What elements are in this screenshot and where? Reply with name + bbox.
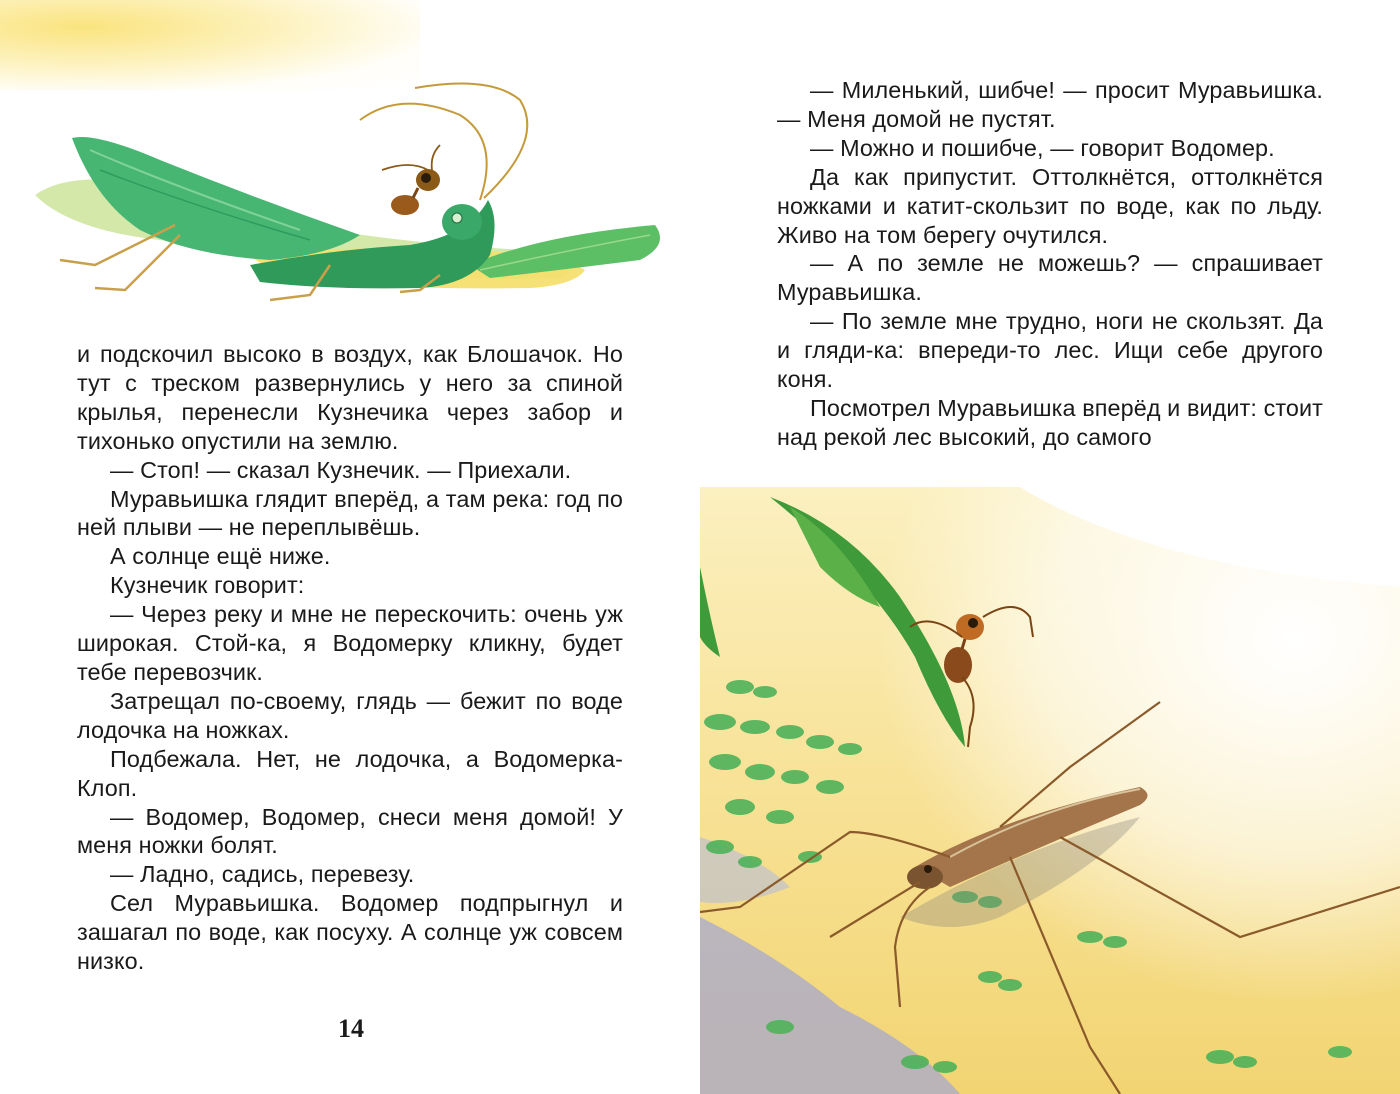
paragraph: Муравьишка глядит вперёд, а там река: год по ней плыви — не переплывёшь. [77, 485, 623, 541]
paragraph: — Через реку и мне не перескочить: очень уж широкая. Стой-ка, я Водомерку кликну, будет тебе перевозчик. [77, 601, 623, 685]
grasshopper-illustration [0, 20, 700, 320]
paragraph: — Можно и пошибче, — говорит Водомер. [810, 134, 1275, 161]
paragraph: — Миленький, шибче! — просит Муравьишка. — Меня домой не пустят. [777, 77, 1323, 132]
paragraph: — Ладно, садись, перевезу. [110, 861, 415, 888]
paragraph: — По земле мне трудно, ноги не скользят. Да и гляди-ка: впереди-то лес. Ищи себе другого коня. [777, 308, 1323, 393]
paragraph: — Водомер, Водомер, снеси меня домой! У меня ножки болят. [77, 803, 623, 859]
right-page [700, 0, 1400, 1094]
page-number: 14 [338, 1014, 364, 1043]
paragraph: — А по земле не можешь? — спрашивает Муравьишка. [777, 250, 1323, 306]
paragraph: Посмотрел Муравьишка вперёд и видит: стоит над рекой лес высокий, до самого [777, 394, 1323, 450]
paragraph: Затрещал по-своему, глядь — бежит по воде лодочка на ножках. [77, 687, 623, 743]
left-page-text [77, 340, 623, 976]
paragraph: Подбежала. Нет, не лодочка, а Водомерка-Клоп. [77, 745, 623, 801]
paragraph: Кузнечик говорит: [110, 572, 305, 599]
paragraph: — Стоп! — сказал Кузнечик. — Приехали. [110, 456, 572, 483]
paragraph: А солнце ещё ниже. [110, 543, 331, 570]
right-page-text [777, 76, 1323, 452]
paragraph: Сел Муравьишка. Водомер подпрыгнул и зашагал по воде, как посуху. А солнце уж совсем низко. [77, 890, 623, 975]
paragraph: Да как припустит. Оттолкнётся, оттолкнётся ножками и катит-скользит по воде, как по льду. Живо на том берегу очутился. [777, 163, 1323, 248]
paragraph: и подскочил высоко в воздух, как Блошачок. Но тут с треском развернулись у него за спиной крылья, перенесли Кузнечика через забор и тихонько опустили на землю. [77, 341, 623, 454]
water-strider-illustration [700, 487, 1400, 1094]
